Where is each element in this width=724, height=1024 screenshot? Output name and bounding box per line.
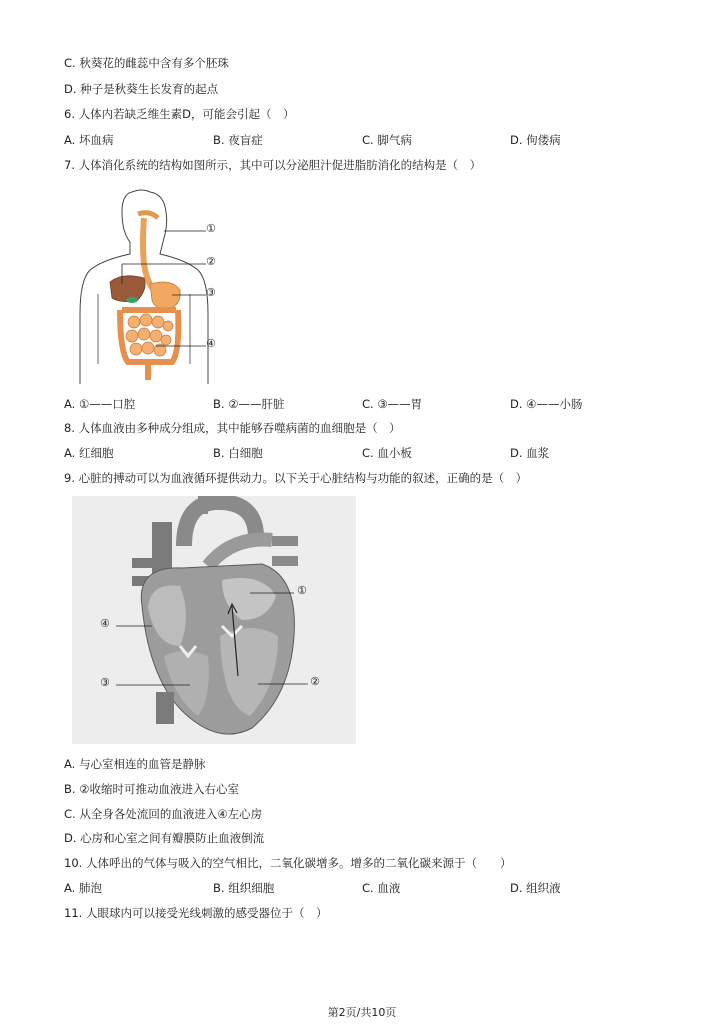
digestive-label-1: ①: [206, 222, 216, 235]
heart-label-2: ②: [310, 675, 320, 688]
digestive-label-2: ②: [206, 255, 216, 268]
q8-option-b: B. 白细胞: [213, 446, 263, 460]
page-number: 第2页/共10页: [327, 1006, 397, 1019]
heart-label-1: ①: [297, 584, 307, 597]
q6-stem: 6. 人体内若缺乏维生素D，可能会引起（ ）: [64, 107, 295, 121]
digestive-system-diagram: [72, 184, 232, 384]
q8-option-a: A. 红细胞: [64, 446, 114, 460]
heart-label-4: ④: [100, 617, 110, 630]
q10-option-b: B. 组织细胞: [213, 881, 275, 895]
q10-stem: 10. 人体呼出的气体与吸入的空气相比，二氧化碳增多。增多的二氧化碳来源于（ ）: [64, 856, 512, 870]
q10-option-a: A. 肺泡: [64, 881, 102, 895]
q6-option-c: C. 脚气病: [362, 133, 412, 147]
q7-option-b: B. ②——肝脏: [213, 397, 285, 411]
q7-stem: 7. 人体消化系统的结构如图所示，其中可以分泌胆汁促进脂肪消化的结构是（ ）: [64, 158, 482, 172]
q10-option-c: C. 血液: [362, 881, 401, 895]
q7-option-a: A. ①——口腔: [64, 397, 136, 411]
q9-option-a: A. 与心室相连的血管是静脉: [64, 757, 206, 771]
q8-stem: 8. 人体血液由多种成分组成，其中能够吞噬病菌的血细胞是（ ）: [64, 421, 401, 435]
q8-option-d: D. 血浆: [510, 446, 550, 460]
q5-option-d: D. 种子是秋葵生长发育的起点: [64, 82, 219, 96]
q5-option-c: C. 秋葵花的雌蕊中含有多个胚珠: [64, 56, 229, 70]
q9-option-d: D. 心房和心室之间有瓣膜防止血液倒流: [64, 831, 265, 845]
digestive-system-figure: [72, 184, 232, 384]
q6-option-b: B. 夜盲症: [213, 133, 263, 147]
q9-option-c: C. 从全身各处流回的血液进入④左心房: [64, 807, 263, 821]
q10-option-d: D. 组织液: [510, 881, 561, 895]
q8-option-c: C. 血小板: [362, 446, 412, 460]
digestive-label-4: ④: [206, 337, 216, 350]
q9-stem: 9. 心脏的搏动可以为血液循环提供动力。以下关于心脏结构与功能的叙述，正确的是（ ）: [64, 471, 528, 485]
digestive-label-3: ③: [206, 286, 216, 299]
q11-stem: 11. 人眼球内可以接受光线刺激的感受器位于（ ）: [64, 906, 328, 920]
q6-option-a: A. 坏血病: [64, 133, 114, 147]
heart-diagram: [72, 496, 356, 744]
q9-option-b: B. ②收缩时可推动血液进入右心室: [64, 782, 240, 796]
heart-figure: [72, 496, 356, 744]
heart-label-3: ③: [100, 676, 110, 689]
q7-option-c: C. ③——胃: [362, 397, 423, 411]
q6-option-d: D. 佝偻病: [510, 133, 561, 147]
q7-option-d: D. ④——小肠: [510, 397, 583, 411]
